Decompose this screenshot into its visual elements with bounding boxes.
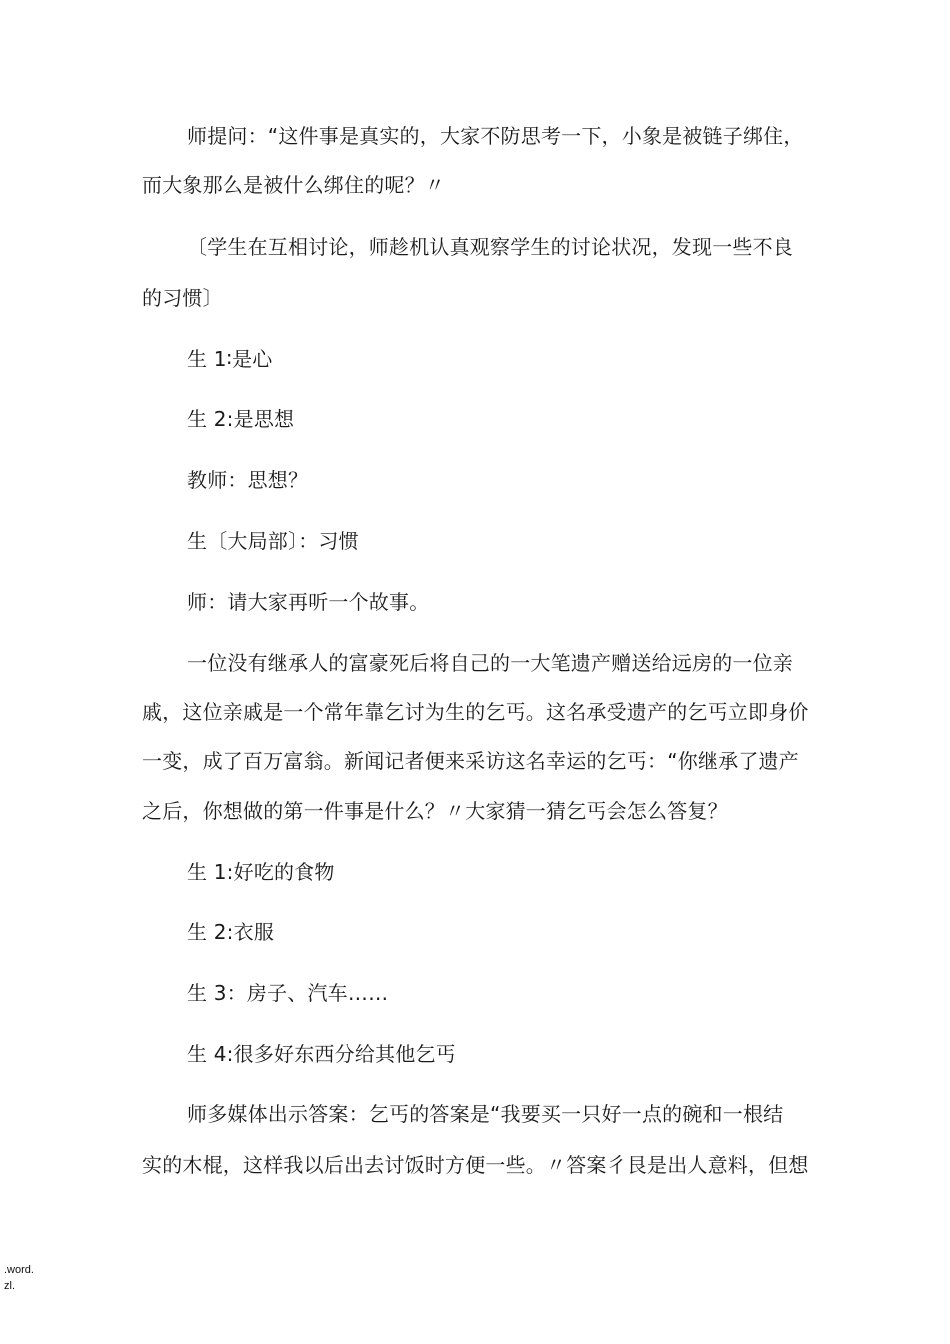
student-2-answer: 生 2:是思想 [187,407,295,431]
answer-paragraph-line-2: 实的木棍，这样我以后出去讨饭时方便一些。〃答案彳艮是出人意料，但想 [142,1153,809,1177]
teacher-reply: 教师：思想？ [187,468,309,492]
answer-paragraph-line-1: 师多媒体出示答案：乞丐的答案是“我要买一只好一点的碗和一根结 [187,1102,784,1126]
footer-zl-mark: zl. [4,1280,15,1292]
story-paragraph-line-3: 一变，成了百万富翁。新闻记者便来采访这名幸运的乞丐：“你继承了遗产 [142,749,799,773]
story-paragraph-line-4: 之后，你想做的第一件事是什么？〃大家猜一猜乞丐会怎么答复？ [142,799,728,823]
paragraph-teacher-question: 师提问：“这件事是真实的，大家不防思考一下，小象是被链子绑住， [187,124,804,148]
paragraph-teacher-question-cont: 而大象那么是被什么绑住的呢？〃 [142,173,445,197]
story-paragraph-line-1: 一位没有继承人的富豪死后将自己的一大笔遗产赠送给远房的一位亲 [187,651,793,675]
paragraph-student-discussion-cont: 的习惯〕 [142,286,223,310]
paragraph-student-discussion: 〔学生在互相讨论，师趁机认真观察学生的讨论状况，发现一些不良 [187,235,793,259]
student-4-guess: 生 4:很多好东西分给其他乞丐 [187,1042,456,1066]
student-3-guess: 生 3：房子、汽车…… [187,981,389,1005]
student-2-guess: 生 2:衣服 [187,920,275,944]
students-majority-answer: 生〔大局部〕：习惯 [187,529,359,553]
student-1-guess: 生 1:好吃的食物 [187,860,335,884]
footer-word-mark: .word. [4,1264,34,1276]
teacher-new-story: 师：请大家再听一个故事。 [187,590,430,614]
student-1-answer: 生 1∶是心 [187,347,273,371]
story-paragraph-line-2: 戚，这位亲戚是一个常年靠乞讨为生的乞丐。这名承受遗产的乞丐立即身价 [142,700,809,724]
